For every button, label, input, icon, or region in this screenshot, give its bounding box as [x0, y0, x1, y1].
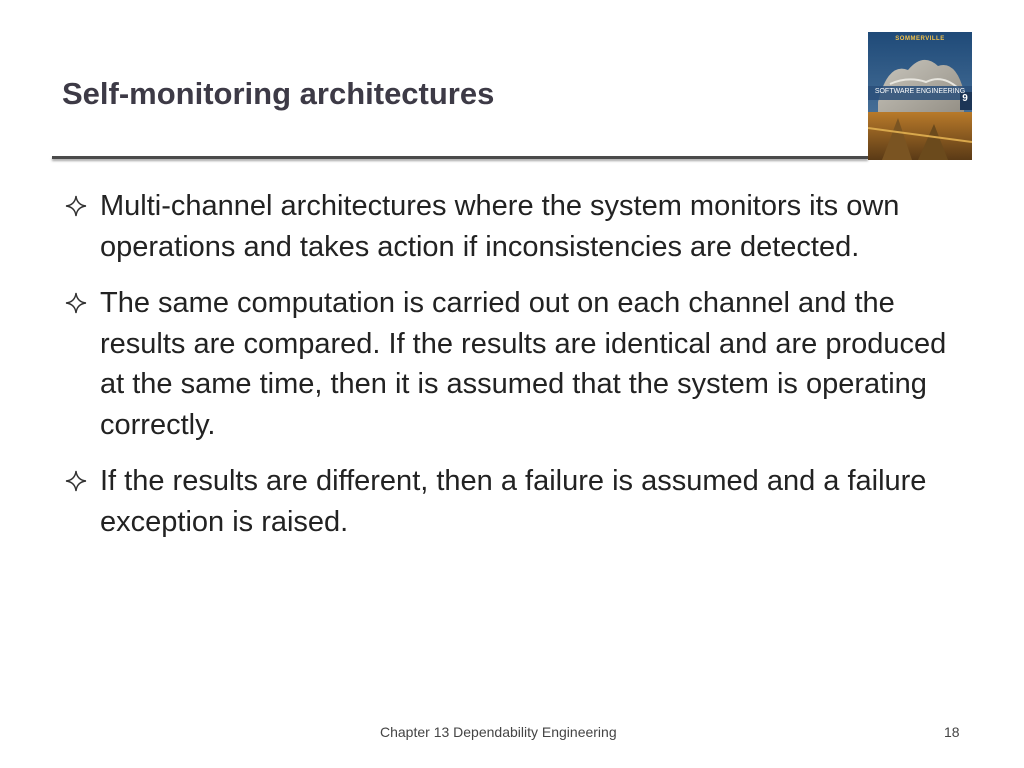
four-point-star-icon	[64, 291, 88, 315]
four-point-star-icon	[64, 194, 88, 218]
bullet-text: The same computation is carried out on each channel and the results are compared. If the results are identical and are produced at the same time, then it is assumed that the system is operating correctly.	[100, 287, 947, 441]
book-cover-edition: 9	[962, 93, 968, 104]
bullet-item	[62, 186, 972, 267]
footer-chapter: Chapter 13 Dependability Engineering	[380, 724, 617, 740]
bullet-text: If the results are different, then a failure is assumed and a failure exception is raised.	[100, 465, 927, 538]
page-number: 18	[944, 724, 960, 740]
bullet-text: Multi-channel architectures where the system monitors its own operations and takes action if inconsistencies are detected.	[100, 190, 900, 263]
four-point-star-icon	[64, 469, 88, 493]
bullet-item	[62, 283, 972, 445]
title-divider	[52, 156, 868, 159]
book-cover-image	[868, 32, 972, 160]
bullet-list	[62, 186, 972, 558]
book-cover-author: SOMMERVILLE	[895, 36, 945, 42]
slide-title: Self-monitoring architectures	[62, 76, 495, 111]
book-cover-title: SOFTWARE ENGINEERING	[874, 88, 966, 95]
bullet-item	[62, 461, 972, 542]
